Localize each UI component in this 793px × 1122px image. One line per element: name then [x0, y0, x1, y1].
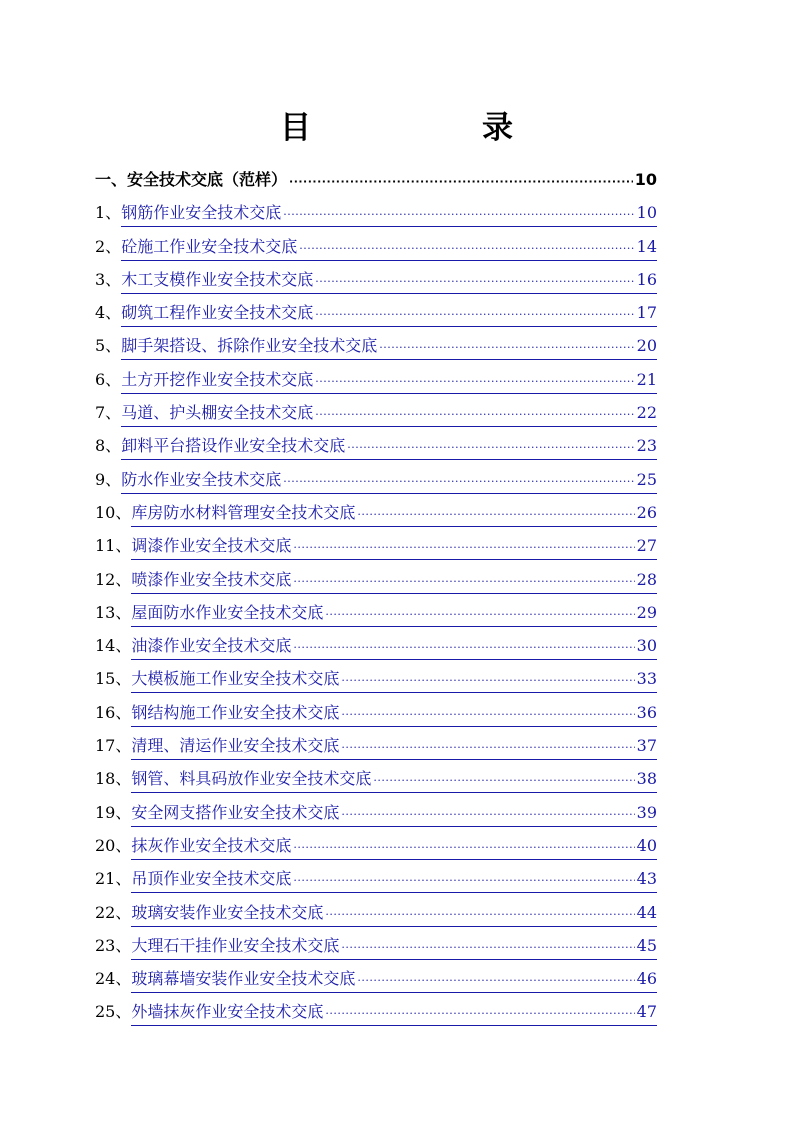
toc-entry-title: 玻璃安装作业安全技术交底 [131, 902, 324, 922]
toc-entry[interactable] [95, 596, 657, 629]
toc-entry-page-number: 45 [636, 935, 657, 955]
toc-entry-page-number: 39 [636, 802, 657, 822]
toc-entry-number: 4、 [95, 303, 122, 323]
toc-entry[interactable] [95, 463, 657, 496]
toc-entry-title: 玻璃幕墙安装作业安全技术交底 [131, 969, 356, 989]
toc-entry-page-number: 30 [636, 636, 657, 656]
toc-entry-number: 20、 [95, 835, 132, 855]
toc-entry[interactable] [95, 829, 657, 862]
toc-entry-link[interactable] [131, 968, 657, 993]
toc-entry-link[interactable] [131, 569, 657, 594]
toc-entry-title: 喷漆作业安全技术交底 [131, 569, 292, 589]
toc-entry-number: 12、 [95, 569, 132, 589]
toc-entry-page-number: 36 [636, 702, 657, 722]
toc-entry[interactable] [95, 230, 657, 263]
toc-entry[interactable] [95, 995, 657, 1028]
toc-entry-number: 11、 [95, 536, 132, 556]
toc-leader-dots [373, 770, 634, 792]
toc-entry-title: 钢管、料具码放作业安全技术交底 [131, 769, 372, 789]
toc-entry-page-number: 21 [636, 369, 657, 389]
toc-entry-number: 16、 [95, 702, 132, 722]
toc-entry[interactable] [95, 429, 657, 462]
toc-entry-link[interactable] [121, 236, 657, 261]
toc-entry-page-number: 22 [636, 403, 657, 423]
toc-entry-title: 脚手架搭设、拆除作业安全技术交底 [121, 336, 378, 356]
toc-entry-page-number: 47 [636, 1002, 657, 1022]
toc-entry-link[interactable] [131, 902, 657, 927]
toc-section-heading[interactable] [95, 163, 657, 196]
toc-entry-page-number: 44 [636, 902, 657, 922]
toc-entry-number: 2、 [95, 236, 122, 256]
toc-leader-dots [379, 337, 634, 359]
toc-entry-link[interactable] [121, 435, 657, 460]
toc-leader-dots [357, 970, 634, 992]
toc-leader-dots [325, 604, 634, 626]
toc-entry-title: 马道、护头棚安全技术交底 [121, 403, 314, 423]
toc-entry[interactable] [95, 529, 657, 562]
toc-entry-link[interactable] [121, 302, 657, 327]
toc-entry[interactable] [95, 396, 657, 429]
toc-entry[interactable] [95, 896, 657, 929]
toc-leader-dots [341, 737, 634, 759]
toc-entry-page-number: 29 [636, 602, 657, 622]
toc-leader-dots [293, 537, 634, 559]
toc-entry-title: 砌筑工程作业安全技术交底 [121, 303, 314, 323]
toc-leader-dots [293, 637, 634, 659]
toc-entry-title: 大模板施工作业安全技术交底 [131, 669, 340, 689]
toc-entry-number: 10、 [95, 502, 132, 522]
toc-entry-title: 库房防水材料管理安全技术交底 [131, 502, 356, 522]
toc-entry-title: 安全网支搭作业安全技术交底 [131, 802, 340, 822]
toc-heading-page-number: 10 [634, 170, 657, 189]
toc-entry-link[interactable] [131, 535, 657, 560]
toc-entry-number: 22、 [95, 902, 132, 922]
toc-entry-number: 19、 [95, 802, 132, 822]
toc-entry-link[interactable] [131, 668, 657, 693]
toc-entry-link[interactable] [121, 369, 657, 394]
toc-entry[interactable] [95, 962, 657, 995]
toc-entry[interactable] [95, 662, 657, 695]
toc-entry-link[interactable] [131, 735, 657, 760]
toc-entry-link[interactable] [131, 502, 657, 527]
toc-entry-number: 3、 [95, 269, 122, 289]
toc-entry-title: 屋面防水作业安全技术交底 [131, 602, 324, 622]
toc-entry-page-number: 23 [636, 436, 657, 456]
toc-entry[interactable] [95, 296, 657, 329]
toc-entry-page-number: 20 [636, 336, 657, 356]
toc-entry-number: 15、 [95, 669, 132, 689]
toc-entry-title: 油漆作业安全技术交底 [131, 636, 292, 656]
toc-leader-dots [283, 471, 634, 493]
toc-entry[interactable] [95, 929, 657, 962]
toc-entry-link[interactable] [121, 202, 657, 227]
toc-leader-dots [341, 670, 634, 692]
toc-entry-page-number: 26 [636, 502, 657, 522]
toc-entry-link[interactable] [121, 335, 657, 360]
toc-leader-dots [315, 304, 634, 326]
toc-leader-dots [293, 571, 634, 593]
toc-entry-link[interactable] [121, 402, 657, 427]
toc-entry[interactable] [95, 196, 657, 229]
toc-entry-link[interactable] [131, 835, 657, 860]
toc-entry-link[interactable] [131, 635, 657, 660]
toc-leader-dots [341, 704, 634, 726]
toc-entry-number: 25、 [95, 1002, 132, 1022]
toc-entry[interactable] [95, 729, 657, 762]
toc-entry-number: 18、 [95, 769, 132, 789]
toc-entry-title: 大理石干挂作业安全技术交底 [131, 935, 340, 955]
toc-entry-page-number: 17 [636, 303, 657, 323]
toc-entry-page-number: 37 [636, 736, 657, 756]
toc-entry-number: 6、 [95, 369, 122, 389]
toc-entry-title: 外墙抹灰作业安全技术交底 [131, 1002, 324, 1022]
toc-entry[interactable] [95, 563, 657, 596]
toc-entry-title: 卸料平台搭设作业安全技术交底 [121, 436, 346, 456]
toc-leader-dots [289, 171, 633, 193]
toc-entry-link[interactable] [131, 868, 657, 893]
toc-entry-number: 17、 [95, 736, 132, 756]
table-of-contents [95, 163, 657, 1029]
toc-entry-title: 砼施工作业安全技术交底 [121, 236, 298, 256]
toc-entry[interactable] [95, 263, 657, 296]
toc-entry-page-number: 27 [636, 536, 657, 556]
toc-entry-page-number: 46 [636, 969, 657, 989]
toc-entry-title: 抹灰作业安全技术交底 [131, 835, 292, 855]
toc-leader-dots [341, 804, 634, 826]
toc-entry-number: 13、 [95, 602, 132, 622]
toc-entry-page-number: 28 [636, 569, 657, 589]
toc-entry-link[interactable] [131, 802, 657, 827]
toc-entry-number: 9、 [95, 469, 122, 489]
toc-entry[interactable] [95, 762, 657, 795]
toc-entry-link[interactable] [121, 469, 657, 494]
toc-entry-number: 8、 [95, 436, 122, 456]
toc-entry-title: 清理、清运作业安全技术交底 [131, 736, 340, 756]
toc-entry-number: 14、 [95, 636, 132, 656]
toc-entry-page-number: 38 [636, 769, 657, 789]
toc-entry[interactable] [95, 862, 657, 895]
toc-entry-link[interactable] [131, 602, 657, 627]
toc-entry-title: 木工支模作业安全技术交底 [121, 269, 314, 289]
toc-entry-title: 调漆作业安全技术交底 [131, 536, 292, 556]
toc-leader-dots [293, 837, 634, 859]
page-title: 目 录 [280, 110, 583, 146]
toc-entry-page-number: 25 [636, 469, 657, 489]
toc-heading-link[interactable] [95, 169, 657, 193]
toc-entry[interactable] [95, 796, 657, 829]
toc-leader-dots [315, 371, 634, 393]
toc-entry-number: 21、 [95, 869, 132, 889]
toc-entry-page-number: 10 [636, 203, 657, 223]
toc-entry-number: 23、 [95, 935, 132, 955]
toc-entry-title: 钢结构施工作业安全技术交底 [131, 702, 340, 722]
toc-leader-dots [283, 204, 634, 226]
toc-leader-dots [315, 404, 634, 426]
toc-entry[interactable] [95, 629, 657, 662]
toc-entry-number: 1、 [95, 203, 122, 223]
toc-entry-link[interactable] [131, 1001, 657, 1026]
toc-leader-dots [299, 238, 634, 260]
toc-entry-number: 7、 [95, 403, 122, 423]
toc-entry-link[interactable] [131, 935, 657, 960]
toc-entry-page-number: 33 [636, 669, 657, 689]
toc-entry-page-number: 16 [636, 269, 657, 289]
toc-leader-dots [347, 437, 634, 459]
toc-entry-page-number: 14 [636, 236, 657, 256]
toc-leader-dots [315, 271, 634, 293]
toc-entry[interactable] [95, 696, 657, 729]
toc-leader-dots [357, 504, 634, 526]
toc-leader-dots [325, 904, 634, 926]
toc-entry-title: 钢筋作业安全技术交底 [121, 203, 282, 223]
toc-entry-page-number: 40 [636, 835, 657, 855]
toc-entry[interactable] [95, 496, 657, 529]
toc-entry-link[interactable] [131, 702, 657, 727]
toc-leader-dots [325, 1003, 634, 1025]
toc-entry-title: 防水作业安全技术交底 [121, 469, 282, 489]
toc-leader-dots [341, 937, 634, 959]
toc-entry-number: 24、 [95, 969, 132, 989]
toc-entry-link[interactable] [121, 269, 657, 294]
toc-heading-text: 一、安全技术交底（范样） [95, 170, 288, 189]
toc-entry[interactable] [95, 363, 657, 396]
toc-entry[interactable] [95, 329, 657, 362]
toc-entry-page-number: 43 [636, 869, 657, 889]
toc-entry-link[interactable] [131, 768, 657, 793]
toc-entry-number: 5、 [95, 336, 122, 356]
toc-entry-title: 土方开挖作业安全技术交底 [121, 369, 314, 389]
toc-entry-title: 吊顶作业安全技术交底 [131, 869, 292, 889]
toc-leader-dots [293, 870, 634, 892]
